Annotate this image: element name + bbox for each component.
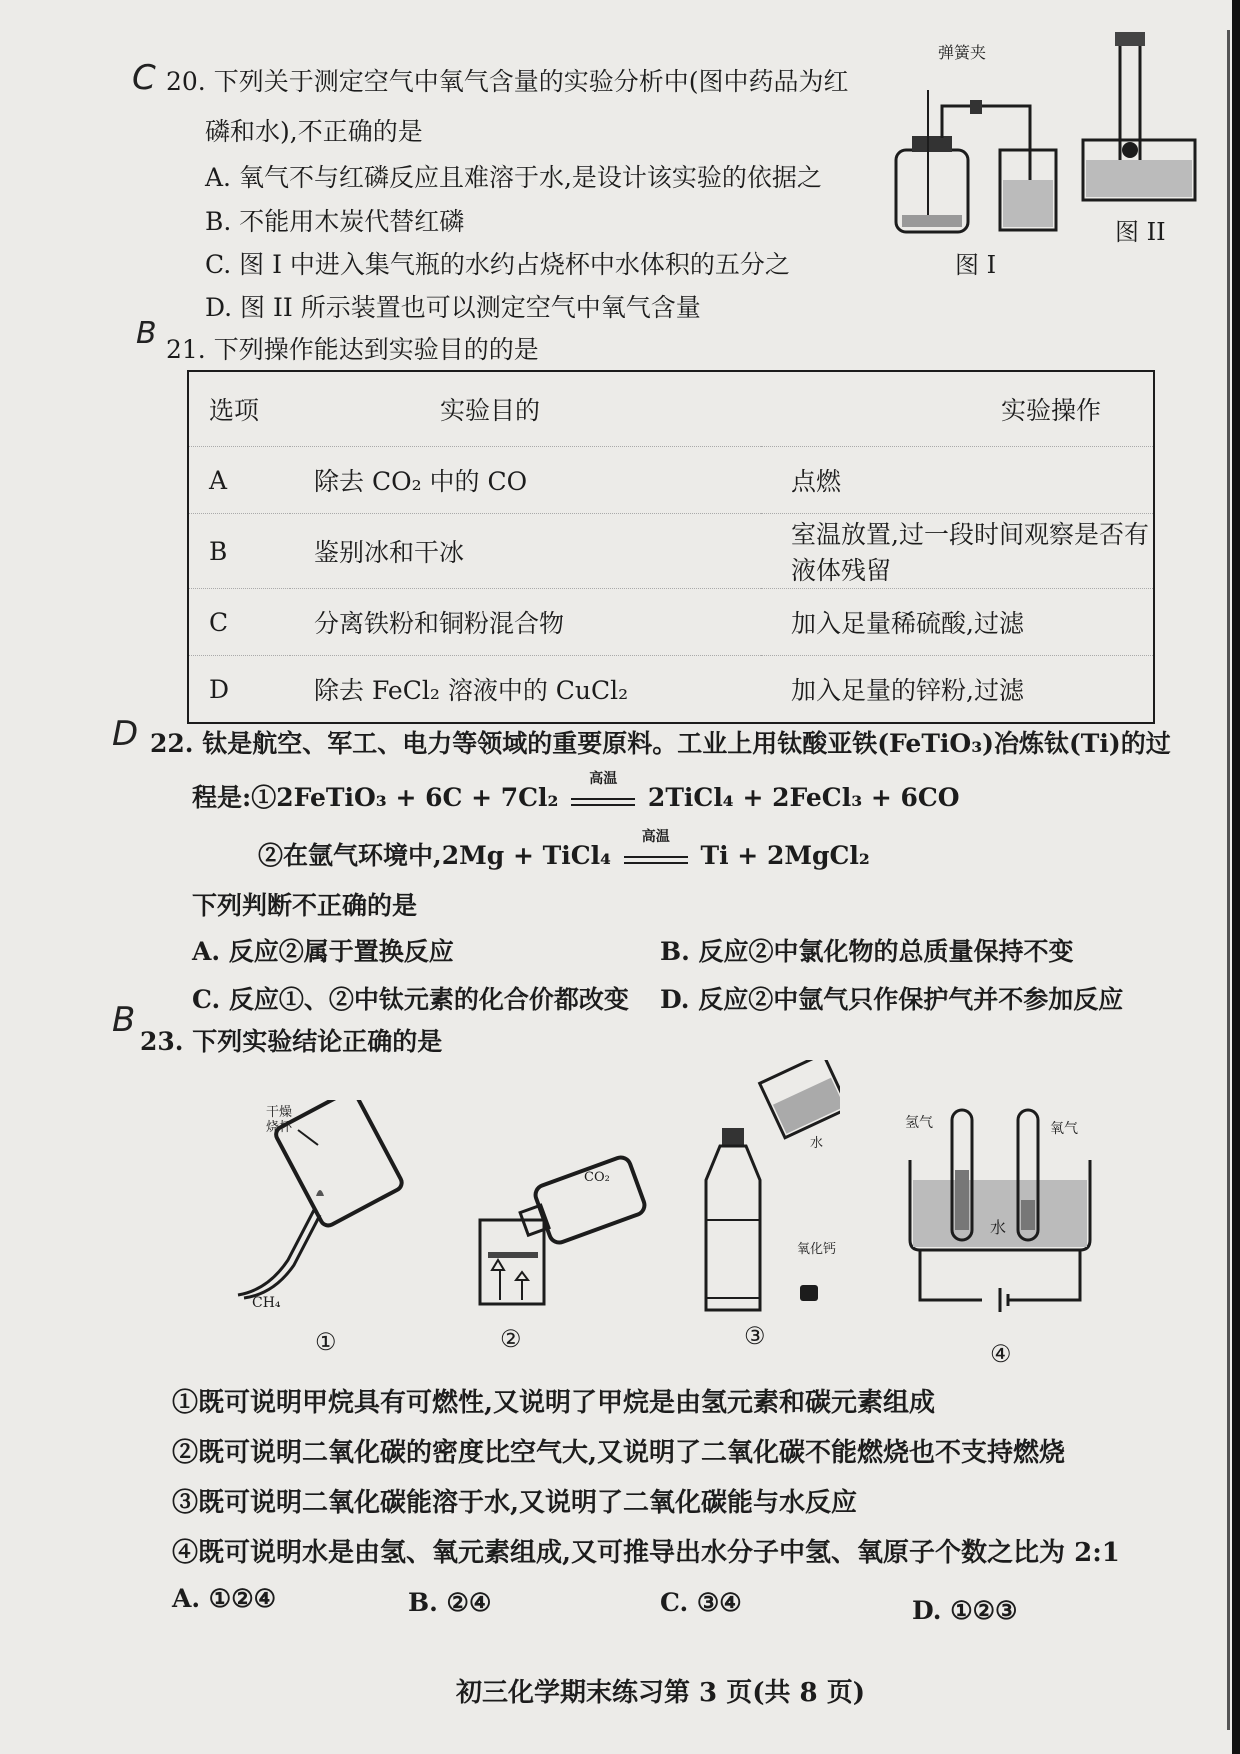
q22-equation-2 — [258, 829, 870, 872]
q23-fig3-label-water: 水 — [810, 1136, 824, 1151]
table-cell: A — [188, 447, 290, 514]
q23-fig-number-1: ① — [315, 1328, 337, 1356]
table-cell: 点燃 — [761, 447, 1154, 514]
q23-stem: 23. 下列实验结论正确的是 — [140, 1027, 443, 1056]
q20-fig1-caption: 图 I — [955, 251, 997, 279]
q22-equation-1 — [192, 771, 960, 814]
table-row — [188, 589, 1154, 656]
q23-fig-number-2: ② — [500, 1325, 522, 1353]
q20-option-c: C. 图 I 中进入集气瓶的水约占烧杯中水体积的五分之 — [205, 250, 790, 279]
table-cell: 室温放置,过一段时间观察是否有液体残留 — [761, 514, 1154, 589]
q23-statement-1: ①既可说明甲烷具有可燃性,又说明了甲烷是由氢元素和碳元素组成 — [172, 1388, 936, 1418]
q23-fig1-label-beaker: 干燥烧杯 — [266, 1105, 293, 1135]
table-cell: 鉴别冰和干冰 — [290, 514, 761, 589]
q22-option-a: A. 反应②属于置换反应 — [192, 937, 454, 966]
table-row — [188, 656, 1154, 724]
q23-choice-a: A. ①②④ — [172, 1584, 277, 1613]
table-cell: D — [188, 656, 290, 724]
q20-option-b: B. 不能用木炭代替红磷 — [205, 207, 465, 236]
table-cell: C — [188, 589, 290, 656]
q23-choice-d: D. ①②③ — [912, 1596, 1018, 1625]
q23-statement-3: ③既可说明二氧化碳能溶于水,又说明了二氧化碳能与水反应 — [172, 1488, 858, 1518]
handwritten-answer-q21: B — [136, 316, 157, 351]
page-footer: 初三化学期末练习第 3 页(共 8 页) — [456, 1678, 865, 1708]
q23-statement-2: ②既可说明二氧化碳的密度比空气大,又说明了二氧化碳不能燃烧也不支持燃烧 — [172, 1438, 1066, 1468]
table-cell: 除去 FeCl₂ 溶液中的 CuCl₂ — [290, 656, 761, 724]
table-row — [188, 514, 1154, 589]
scan-edge-line — [1227, 30, 1230, 1730]
q20-fig2-caption: 图 II — [1115, 218, 1166, 246]
q20-fig1-label: 弹簧夹 — [938, 43, 987, 62]
q20-option-a: A. 氧气不与红磷反应且难溶于水,是设计该实验的依据之 — [205, 163, 822, 192]
eq2-arrow — [624, 829, 688, 864]
handwritten-answer-q20: C — [132, 58, 156, 98]
handwritten-answer-q22: D — [112, 714, 139, 754]
q23-figure-1 — [228, 1100, 418, 1310]
q23-fig4-label-water: 水 — [990, 1218, 1007, 1237]
table-cell: 分离铁粉和铜粉混合物 — [290, 589, 761, 656]
q22-option-b: B. 反应②中氯化物的总质量保持不变 — [660, 937, 1074, 966]
table-cell: 加入足量稀硫酸,过滤 — [761, 589, 1154, 656]
q23-choice-b: B. ②④ — [408, 1588, 492, 1617]
q21-stem: 21. 下列操作能达到实验目的的是 — [166, 335, 539, 364]
eq2-reactants: ②在氩气环境中,2Mg + TiCl₄ — [258, 841, 612, 870]
q20-stem-line2: 磷和水),不正确的是 — [205, 117, 423, 146]
table-cell: 加入足量的锌粉,过滤 — [761, 656, 1154, 724]
table-header-row — [188, 371, 1154, 447]
q23-statement-4: ④既可说明水是由氢、氧元素组成,又可推导出水分子中氢、氧原子个数之比为 2:1 — [172, 1538, 1120, 1568]
q20-stem-line1: 20. 下列关于测定空气中氧气含量的实验分析中(图中药品为红 — [166, 67, 849, 96]
q20-figure-2 — [1075, 20, 1205, 210]
eq1-reactants: 程是:①2FeTiO₃ + 6C + 7Cl₂ — [192, 783, 559, 812]
table-row — [188, 447, 1154, 514]
q23-fig2-label-gas: CO₂ — [584, 1170, 610, 1185]
q23-fig-number-4: ④ — [990, 1340, 1012, 1368]
eq1-condition: 高温 — [589, 771, 618, 787]
table-header: 实验目的 — [290, 371, 761, 447]
eq2-condition: 高温 — [641, 829, 670, 845]
handwritten-answer-q23: B — [112, 1000, 136, 1040]
q23-figure-3 — [700, 1060, 840, 1320]
table-header: 选项 — [188, 371, 290, 447]
q22-option-c: C. 反应①、②中钛元素的化合价都改变 — [192, 985, 629, 1014]
q20-option-d: D. 图 II 所示装置也可以测定空气中氧气含量 — [205, 293, 701, 322]
q22-stem-line1: 22. 钛是航空、军工、电力等领域的重要原料。工业上用钛酸亚铁(FeTiO₃)冶炼钛(Ti)的过 — [150, 729, 1171, 758]
table-cell: 除去 CO₂ 中的 CO — [290, 447, 761, 514]
q23-figure-2 — [470, 1140, 650, 1320]
q22-question: 下列判断不正确的是 — [192, 891, 418, 920]
q23-fig-number-3: ③ — [744, 1322, 766, 1350]
q23-fig3-label-reagent: 氧化钙 — [797, 1242, 837, 1257]
eq1-products: 2TiCl₄ + 2FeCl₃ + 6CO — [647, 783, 960, 812]
table-cell: B — [188, 514, 290, 589]
q23-fig1-label-gas: CH₄ — [252, 1295, 281, 1311]
q20-figure-1 — [880, 50, 1060, 250]
table-header: 实验操作 — [761, 371, 1154, 447]
q23-choice-c: C. ③④ — [660, 1588, 742, 1617]
eq1-arrow — [571, 771, 635, 806]
scan-edge — [1232, 0, 1240, 1754]
q23-fig4-label-hydrogen: 氢气 — [905, 1115, 933, 1131]
q21-table — [187, 370, 1155, 724]
q23-fig4-label-oxygen: 氧气 — [1050, 1121, 1078, 1137]
q22-option-d: D. 反应②中氩气只作保护气并不参加反应 — [660, 985, 1124, 1014]
eq2-products: Ti + 2MgCl₂ — [700, 841, 870, 870]
